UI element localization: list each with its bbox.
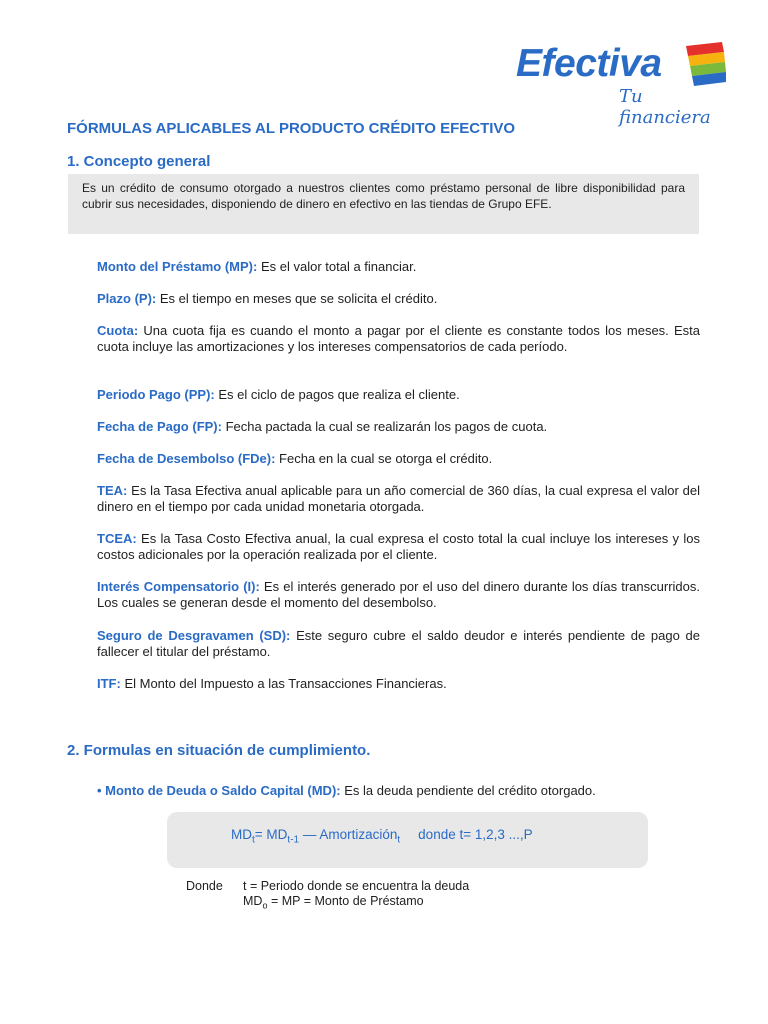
definition-item bbox=[97, 628, 700, 660]
definition-item bbox=[97, 259, 700, 275]
definition-text: Es el interés generado por el uso del dinero durante los días transcurridos. Los cuales se generan desde el momento del desembolso. bbox=[97, 579, 700, 610]
definition-item bbox=[97, 291, 700, 307]
definition-item bbox=[97, 531, 700, 563]
donde-line-2-var: MD bbox=[243, 894, 263, 908]
donde-label: Donde bbox=[186, 879, 223, 893]
bullet-item bbox=[97, 783, 700, 799]
definition-item bbox=[97, 579, 700, 611]
definition-text: El Monto del Impuesto a las Transacciones Financieras. bbox=[120, 676, 447, 691]
definition-term: Plazo (P): bbox=[97, 291, 157, 306]
flag-icon bbox=[678, 42, 728, 88]
definition-text: Es el valor total a financiar. bbox=[257, 259, 417, 274]
formula-where: donde t= 1,2,3 ...,P bbox=[418, 827, 533, 842]
definition-text: Es el tiempo en meses que se solicita el crédito. bbox=[156, 291, 438, 306]
definition-item bbox=[97, 419, 700, 435]
formula-box bbox=[167, 812, 648, 868]
document-title: FÓRMULAS APLICABLES AL PRODUCTO CRÉDITO EFECTIVO bbox=[67, 120, 516, 137]
logo-tagline: Tu financiera bbox=[619, 86, 711, 128]
section-2-heading: 2. Formulas en situación de cumplimiento. bbox=[67, 742, 371, 759]
donde-line-2 bbox=[243, 894, 469, 914]
donde-line-2-rest: = MP = Monto de Préstamo bbox=[267, 894, 424, 908]
definition-term: Monto del Préstamo (MP): bbox=[97, 259, 258, 274]
definition-term: Interés Compensatorio (I): bbox=[97, 579, 260, 594]
formula-minus: — Amortización bbox=[299, 827, 398, 842]
definition-term: Fecha de Pago (FP): bbox=[97, 419, 222, 434]
definition-text: Fecha en la cual se otorga el crédito. bbox=[275, 451, 493, 466]
concept-text: Es un crédito de consumo otorgado a nuestros clientes como préstamo personal de libre disponibilidad para cubrir sus necesidades, disponiendo de dinero en efectivo en las tiendas de Grupo EFE. bbox=[82, 181, 685, 211]
definition-item bbox=[97, 451, 700, 467]
formula-eq: = MD bbox=[254, 827, 288, 842]
definition-item bbox=[97, 483, 700, 515]
donde-lines bbox=[243, 879, 469, 914]
concept-box bbox=[68, 174, 699, 234]
definition-item bbox=[97, 323, 700, 355]
formula-lhs: MD bbox=[231, 827, 252, 842]
definition-term: Fecha de Desembolso (FDe): bbox=[97, 451, 276, 466]
definition-text: Fecha pactada la cual se realizarán los pagos de cuota. bbox=[221, 419, 548, 434]
efectiva-logo bbox=[516, 40, 726, 128]
definition-text: Es la Tasa Efectiva anual aplicable para un año comercial de 360 días, la cual expresa el valor del dinero en el tiempo por cada unidad monetaria otorgada. bbox=[97, 483, 700, 514]
bullet-term: • Monto de Deuda o Saldo Capital (MD): bbox=[97, 783, 341, 798]
donde-line-2-sub: o bbox=[262, 900, 268, 911]
formula bbox=[231, 827, 533, 846]
definition-term: ITF: bbox=[97, 676, 121, 691]
logo-wordmark: Efectiva bbox=[516, 42, 662, 85]
definition-text: Es la Tasa Costo Efectiva anual, la cual expresa el costo total la cual incluye los intereses y los costos adicionales por la operación realizada por el cliente. bbox=[97, 531, 700, 562]
donde-line-1: t = Periodo donde se encuentra la deuda bbox=[243, 879, 470, 893]
definition-item bbox=[97, 676, 700, 692]
formula-eq-sub: t-1 bbox=[287, 834, 300, 846]
definition-term: Periodo Pago (PP): bbox=[97, 387, 215, 402]
definition-term: TCEA: bbox=[97, 531, 137, 546]
definition-text: Este seguro cubre el saldo deudor e interés pendiente de pago de fallecer el titular del préstamo. bbox=[97, 628, 700, 659]
formula-lhs-sub: t bbox=[252, 834, 255, 846]
bullet-text: Es la deuda pendiente del crédito otorgado. bbox=[340, 783, 596, 798]
formula-minus-sub: t bbox=[397, 834, 401, 846]
definition-term: TEA: bbox=[97, 483, 128, 498]
definition-text: Es el ciclo de pagos que realiza el cliente. bbox=[214, 387, 460, 402]
section-1-heading: 1. Concepto general bbox=[67, 153, 211, 170]
definition-text: Una cuota fija es cuando el monto a pagar por el cliente es constante todos los meses. Esta cuota incluye las amortizaciones y los intereses compensatorios de cada período. bbox=[97, 323, 700, 354]
definition-term: Cuota: bbox=[97, 323, 139, 338]
definition-term: Seguro de Desgravamen (SD): bbox=[97, 628, 291, 643]
definition-item bbox=[97, 387, 700, 403]
